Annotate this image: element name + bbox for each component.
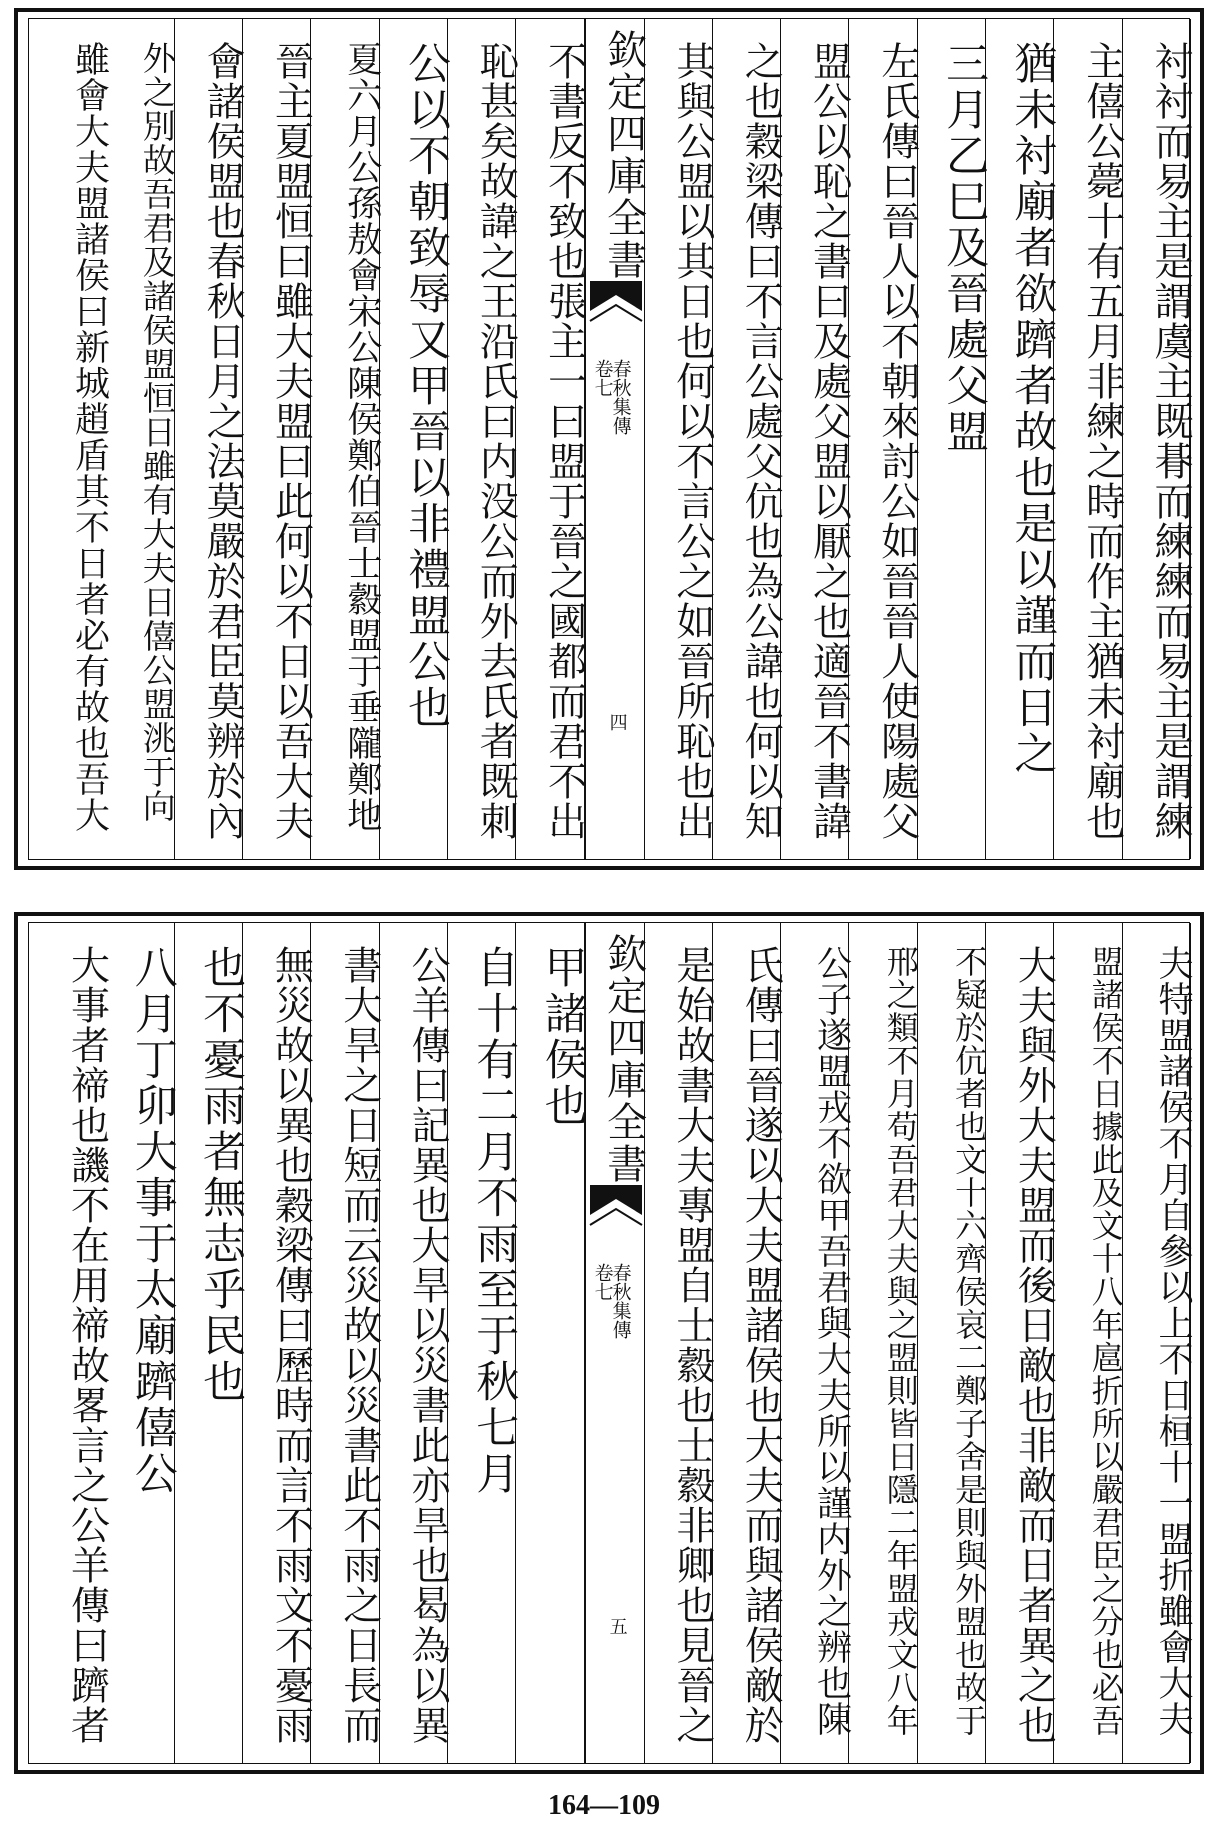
column-text: 也不憂雨者無志乎民也 [196,945,247,1405]
column-text: 三月乙巳及晉處父盟 [939,41,990,455]
top-text-block [28,18,1193,860]
bottom-text-block [28,922,1193,1764]
bottom-page-center-banner [585,923,645,1763]
fishtail-mark [586,281,646,341]
column-text: 之也穀梁傳曰不言公處父伉也為公諱也何以知 [738,41,784,841]
banner-title: 欽定四庫全書 [600,933,647,1185]
column-text: 公子遂盟戎不欲甲吾君與大夫所以謹内外之辨也陳 [811,945,852,1737]
text-column [38,19,110,859]
column-text: 其與公盟以其日也何以不言公之如晉所恥也出 [669,41,715,841]
text-column [448,923,520,1763]
banner-book-title: 春秋集傳 [609,359,632,435]
banner-volume: 卷七 [591,1263,614,1301]
text-column [311,19,382,859]
text-column [918,19,990,859]
text-column [781,923,852,1763]
top-page [0,0,1208,880]
column-text: 雖會大夫盟諸侯曰新城趙盾其不日者必有故也吾大 [69,41,110,833]
column-text: 晉主夏盟恒曰雖大夫盟曰此何以不日以吾大夫 [268,41,314,841]
column-text: 不疑於伉者也文十六齊侯哀二鄭子舍是則與外盟也故于 [950,945,989,1737]
text-column [516,923,588,1763]
text-column [175,923,247,1763]
text-column [311,923,382,1763]
column-text: 主僖公薨十有五月非練之時而作主猶未衬廟也 [1079,41,1125,841]
column-text: 左氏傳曰晉人以不朝來討公如晉晉人使陽處父 [874,41,920,841]
column-text: 氏傳曰晉遂以大夫盟諸侯也大夫而與諸侯敵於 [738,945,784,1745]
column-text: 公羊傳曰記異也大旱以災書此亦旱也曷為以異 [404,945,450,1745]
banner-folio: 五 [609,1617,628,1638]
text-column [645,19,713,859]
column-text: 夫特盟諸侯不月自參以上不日桓十一盟折雖會大夫 [1152,945,1193,1737]
column-text: 會諸侯盟也春秋日月之法莫嚴於君臣莫辨於內 [200,41,246,841]
text-column [1054,923,1125,1763]
text-column [918,923,989,1763]
text-column [243,923,314,1763]
column-text: 盟公以恥之書曰及處父盟以厭之也適晉不書諱 [806,41,852,841]
page-number: 164—109 [548,1790,660,1821]
text-column [1123,19,1191,859]
column-text: 盟諸侯不日據此及文十八年扈折所以嚴君臣之分也必吾 [1086,945,1125,1737]
text-column [38,923,110,1763]
text-column [380,19,451,859]
text-column [1054,19,1125,859]
column-text: 不書反不致也張主一曰盟于晉之國都而君不出 [541,41,587,841]
bottom-page [0,900,1208,1780]
column-text: 邢之類不月苟吾君大夫與之盟則皆日隱二年盟戎文八年 [881,945,920,1737]
column-text: 恥甚矣故諱之王沿氏曰内没公而外去氏者既刺 [473,41,519,841]
fishtail-mark [586,1185,646,1245]
column-text: 無災故以異也穀梁傳曰歷時而言不雨文不憂雨 [268,945,314,1745]
text-column [850,19,918,859]
column-text: 外之別故吾君及諸侯盟恒日雖有大夫日僖公盟洮于向 [137,41,177,823]
text-column [850,923,918,1763]
text-column [107,19,175,859]
text-column [713,923,784,1763]
text-column [986,19,1058,859]
text-column [645,923,713,1763]
column-text: 夏六月公孫敖會宋公陳侯鄭伯晉士縠盟于垂隴鄭地 [341,41,382,833]
column-text: 衬衬而易主是謂虞主既朞而練練而易主是謂練 [1147,41,1193,841]
text-column [448,19,519,859]
column-text: 猶未衬廟者欲躋者故也是以謹而日之 [1007,41,1058,777]
text-column [243,19,314,859]
banner-folio: 四 [609,713,628,734]
column-text: 甲諸侯也 [537,945,588,1129]
text-column [516,19,587,859]
column-text: 大夫與外大夫盟而後日敵也非敵而日者異之也 [1011,945,1057,1745]
text-column [107,923,178,1763]
text-column [1123,923,1191,1763]
text-column [175,19,246,859]
column-text: 八月丁卯大事于太廟躋僖公 [127,945,178,1497]
column-text: 自十有二月不雨至于秋七月 [469,945,520,1497]
top-page-center-banner [585,19,645,859]
column-text: 書大旱之日短而云災故以災書此不雨之日長而 [336,945,382,1745]
banner-title: 欽定四庫全書 [600,29,647,281]
column-text: 大事者禘也譏不在用禘故畧言之公羊傳曰躋者 [64,945,110,1745]
banner-book-title: 春秋集傳 [609,1263,632,1339]
column-text: 公以不朝致辱又甲晉以非禮盟公也 [400,41,451,731]
bottom-columns [29,923,1193,1763]
column-text: 是始故書大夫專盟自士縠也士縠非卿也見晉之 [669,945,715,1745]
text-column [781,19,852,859]
text-column [380,923,448,1763]
top-columns [29,19,1193,859]
text-column [713,19,784,859]
text-column [986,923,1057,1763]
banner-volume: 卷七 [591,359,614,397]
